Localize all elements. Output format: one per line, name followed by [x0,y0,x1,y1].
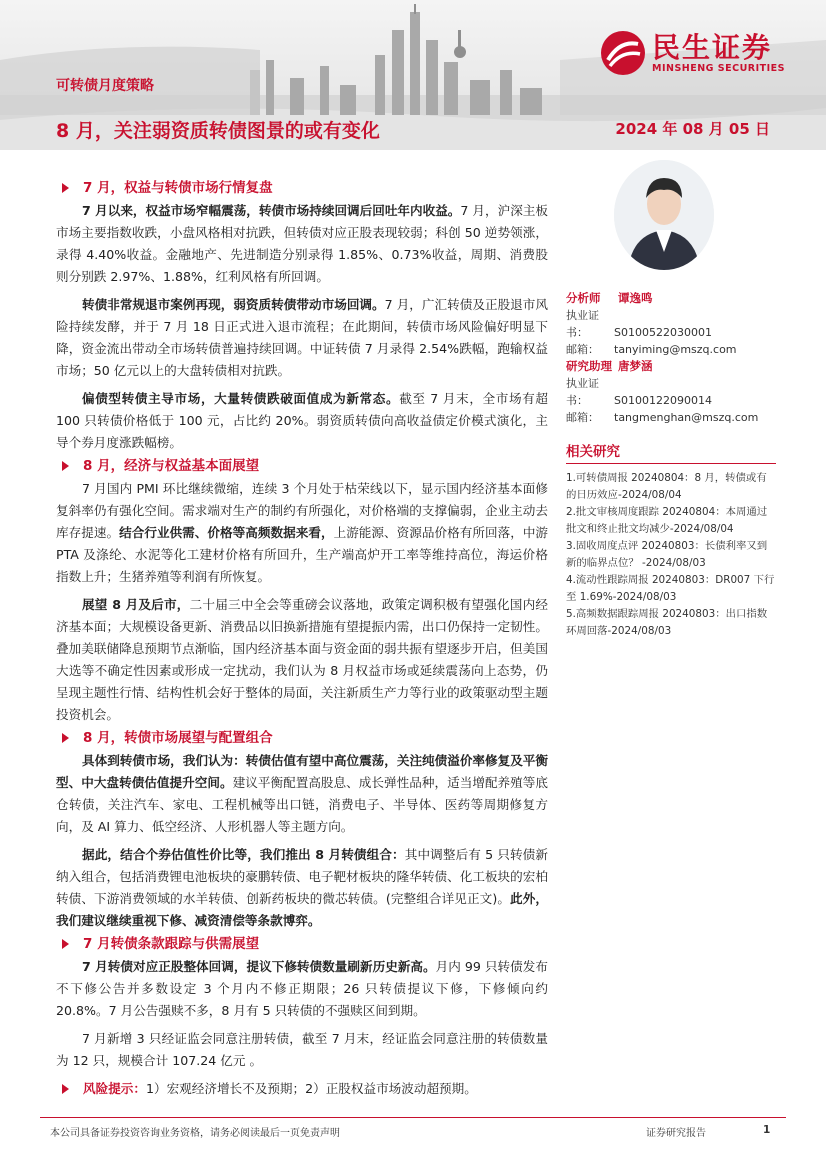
paragraph: 7 月新增 3 只经证监会同意注册转债，截至 7 月末，经证监会同意注册的转债数量为 12 只，规模合计 107.24 亿元 。 [56,1031,548,1068]
analyst-name: 唐梦涵 [618,359,653,373]
paragraph: 转债非常规退市案例再现，弱资质转债带动市场回调。7 月，广汇转债及正股退市风险持续发酵，并于 7 月 18 日正式进入退市流程；在此期间，转债市场风险偏好明显下降，资金流出带动全市场转债普遍持续回调。中证转债 7 月录得 2.54%跌幅，跑输权益市场；50 亿元以上的大盘转债相对抗跌。 [56,297,548,378]
paragraph: 偏债型转债主导市场，大量转债跌破面值成为新常态。截至 7 月末，全市场有超 100 只转债价格低于 100 元，占比约 20%。弱资质转债向高收益债定价模式演化，主导个券月度涨跌幅榜。 [56,391,548,450]
related-item[interactable]: 1.可转债周报 20240804：8 月，转债或有的日历效应-2024/08/04 [566,472,767,501]
related-item[interactable]: 2.批文审核周度跟踪 20240804：本周通过批文和终止批文均减少-2024/08/04 [566,506,768,535]
footer-doc-type: 证券研究报告 [646,1128,706,1139]
minsheng-logo-icon [600,30,646,76]
risk-warning: 风险提示： 1）宏观经济增长不及预期；2）正股权益市场波动超预期。 [56,1078,548,1100]
analyst-name: 谭逸鸣 [618,291,653,305]
analyst-role: 分析师 [566,291,601,305]
email-link[interactable]: tangmenghan@mszq.com [614,411,759,424]
sidebar [566,160,776,640]
report-title: 8 月，关注弱资质转债图景的或有变化 [56,120,380,142]
related-research-title: 相关研究 [566,440,776,464]
arrow-right-icon [62,733,69,743]
paragraph: 展望 8 月及后市，二十届三中全会等重磅会议落地，政策定调积极有望强化国内经济基本面；大规模设备更新、消费品以旧换新措施有望提振内需，出口仍保持一定韧性。叠加美联储降息预期节点渐临，国内经济基本面与资金面的弱共振有望逐步开启，但美国大选等不确定性因素或形成一定扰动，我们认为 8 月权益市场或延续震荡向上态势，仍呈现主题性行情、结构性机会好于整体的局面，关注新质生产力等行业的政策驱动型主题投资机会。 [56,597,548,722]
page-number: 1 [763,1124,771,1136]
arrow-right-icon [62,183,69,193]
paragraph: 据此，结合个券估值性价比等，我们推出 8 月转债组合：其中调整后有 5 只转债新纳入组合，包括消费锂电池板块的豪鹏转债、电子靶材板块的隆华转债、化工板块的宏柏转债、下游消费领域的水羊转债、创新药板块的微芯转债。(完整组合详见正文)。此外，我们建议继续重视下修、减资清偿等条款博弈。 [56,847,549,928]
analyst-role: 研究助理 [566,359,612,373]
arrow-right-icon [62,461,69,471]
logo-chinese-name: 民生证券 [652,30,773,64]
cert-label: 执业证书： [566,309,599,339]
paragraph: 7 月转债对应正股整体回调，提议下修转债数量刷新历史新高。月内 99 只转债发布不下修公告并多数设定 3 个月内不修正期限；26 只转债提议下修，下修倾向约 20.8%。7 月公告强赎不多，8 月有 5 只转债的不强赎区间到期。 [56,959,548,1018]
section-title: 7 月，权益与转债市场行情复盘 [56,176,548,200]
section-title: 8 月，经济与权益基本面展望 [56,454,548,478]
logo-english-name: MINSHENG SECURITIES [652,62,785,74]
paragraph: 7 月国内 PMI 环比继续微缩，连续 3 个月处于枯荣线以下，显示国内经济基本面修复斜率仍有强化空间。需求端对生产的制约有所强化，对价格端的支撑偏弱，企业主动去库存提速。结合行业供需、价格等高频数据来看，上游能源、资源品价格有所回落，中游 PTA 及涤纶、水泥等化工建材价格有所回升，生产端高炉开工率等维持高位，海运价格指数上升；生猪养殖等利润有所恢复。 [56,481,549,584]
section-title: 7 月转债条款跟踪与供需展望 [56,932,548,956]
analyst-photo [614,160,714,270]
related-research-list [566,470,776,639]
header-banner [0,0,826,150]
report-date: 2024 年 08 月 05 日 [615,120,770,138]
related-item[interactable]: 5.高频数据跟踪周报 20240803：出口指数环周回落-2024/08/03 [566,608,768,637]
section-title: 8 月，转债市场展望与配置组合 [56,726,548,750]
footer-disclaimer: 本公司具备证券投资咨询业务资格，请务必阅读最后一页免责声明 [50,1128,340,1139]
company-logo [600,30,785,76]
email-label: 邮箱： [566,343,599,356]
email-link[interactable]: tanyiming@mszq.com [614,343,737,356]
related-item[interactable]: 3.固收周度点评 20240803：长债利率又到新的临界点位？ -2024/08/03 [566,540,768,569]
arrow-right-icon [62,939,69,949]
footer-divider [40,1117,786,1118]
report-type: 可转债月度策略 [56,78,154,94]
main-content [56,176,548,1100]
arrow-right-icon [62,1084,69,1094]
email-label: 邮箱： [566,411,599,424]
paragraph: 具体到转债市场，我们认为：转债估值有望中高位震荡，关注纯债溢价率修复及平衡型、中大盘转债估值提升空间。建议平衡配置高股息、成长弹性品种，适当增配养殖等底仓转债，关注汽车、家电、工程机械等出口链，消费电子、半导体、医药等周期修复方向，及 AI 算力、低空经济、人形机器人等主题方向。 [56,753,549,834]
cert-label: 执业证书： [566,377,599,407]
related-item[interactable]: 4.流动性跟踪周报 20240803：DR007 下行至 1.69%-2024/08/03 [566,574,775,603]
cert-number: S0100522030001 [614,326,712,339]
analyst-info [566,290,776,426]
cert-number: S0100122090014 [614,394,712,407]
paragraph: 7 月以来，权益市场窄幅震荡，转债市场持续回调后回吐年内收益。7 月，沪深主板市场主要指数收跌，小盘风格相对抗跌，但转债对应正股表现较弱；科创 50 逆势领涨，录得 4.40%收益。金融地产、先进制造分别录得 1.85%、0.73%收益，周期、消费股则分别跌 2.97%、1.88%，红利风格有所回调。 [56,203,548,284]
